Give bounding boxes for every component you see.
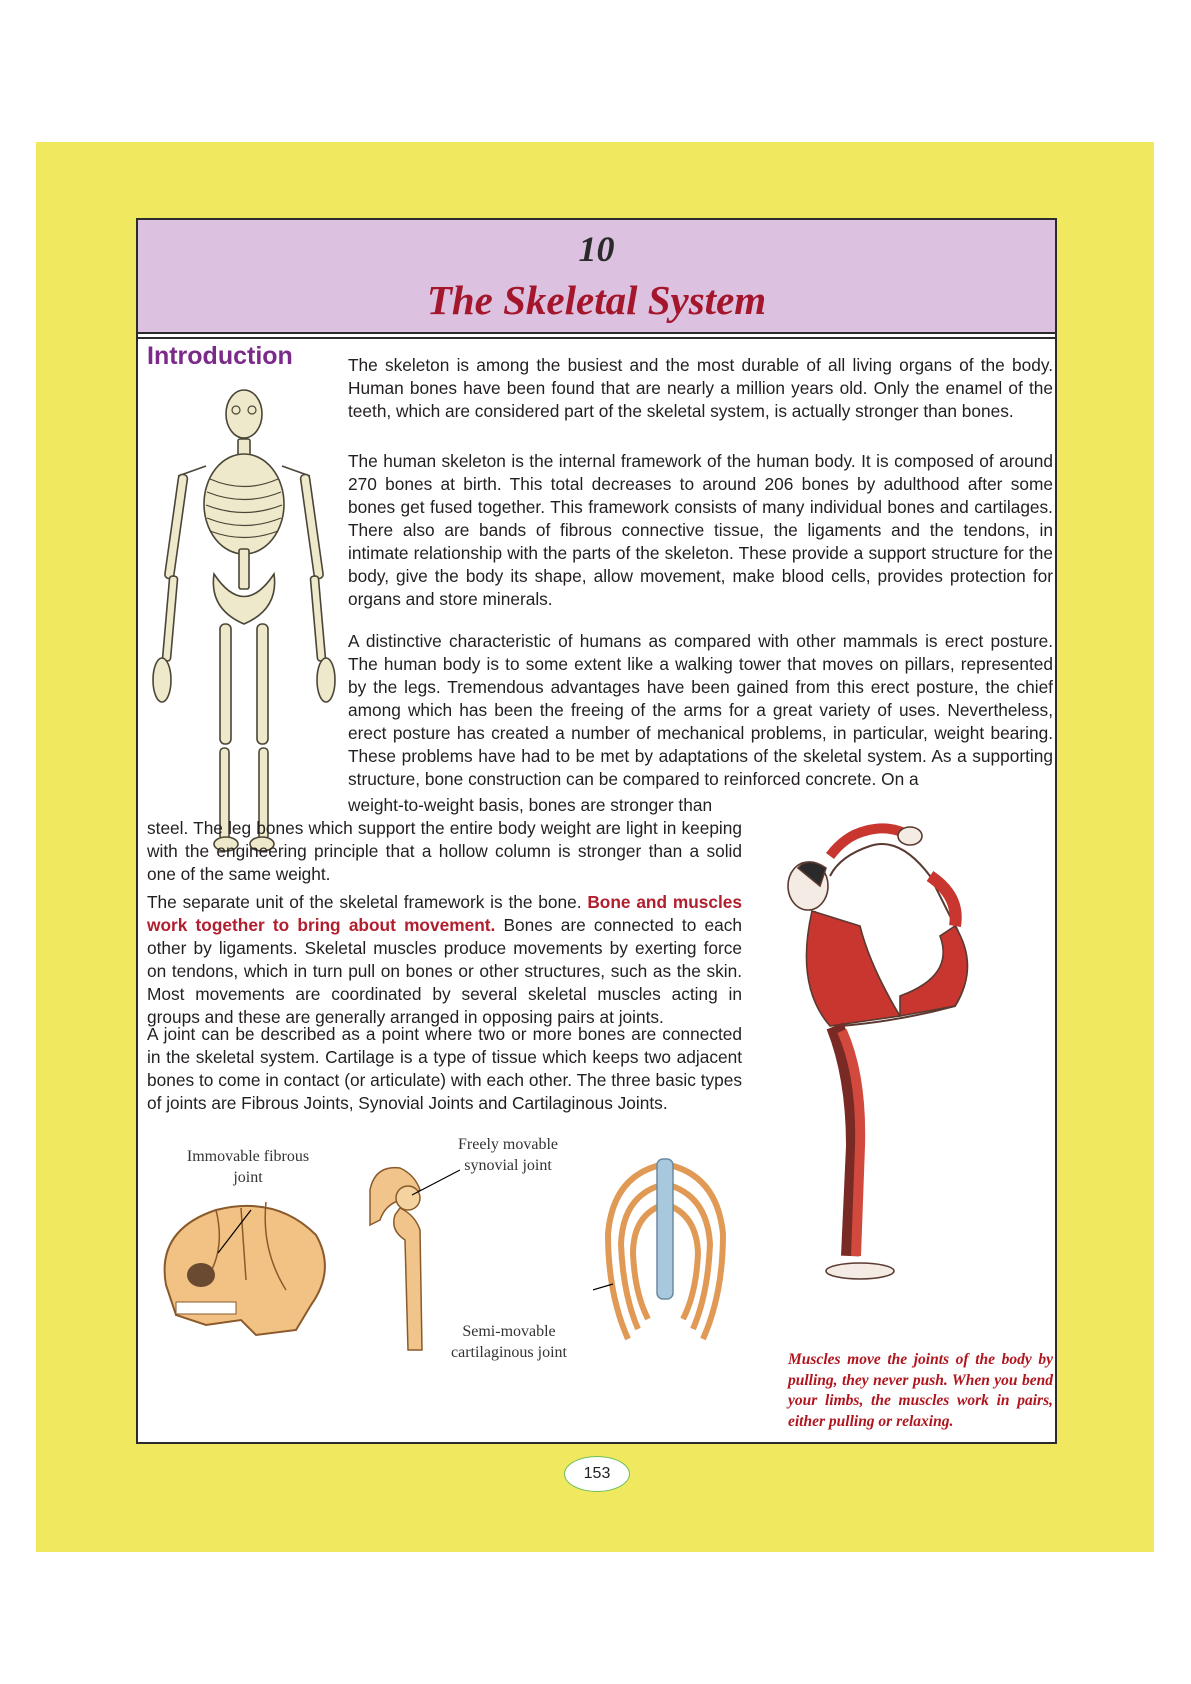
paragraph-3b: weight-to-weight basis, bones are stronger than bbox=[348, 795, 713, 815]
chapter-header bbox=[138, 220, 1055, 334]
paragraph-4 bbox=[147, 891, 742, 1029]
skull-illustration bbox=[146, 1190, 346, 1350]
ribcage-illustration bbox=[593, 1144, 738, 1354]
paragraph-1: The skeleton is among the busiest and the most durable of all living organs of the body. Human bones have been found that are nearly a million years old. Only the enamel of the teeth, which are considered part of the skeletal system, is actually stronger than bones. bbox=[348, 355, 1053, 421]
femur-hip-illustration bbox=[360, 1160, 460, 1360]
paragraph-4-end: Bones are connected to each other by ligaments. Skeletal muscles produce movements by exerting force on tendons, which in turn pull on bones or other structures, such as the skin. Most movements are coordinated by several skeletal muscles acting in groups and these are generally arranged in opposing pairs at joints. bbox=[147, 915, 742, 1027]
paragraph-3c: steel. The leg bones which support the entire body weight are light in keeping with the engineering principle that a hollow column is stronger than a solid one of the same weight. bbox=[147, 818, 742, 884]
label-synovial-joint: Freely movable synovial joint bbox=[458, 1136, 558, 1174]
paragraph-3a: A distinctive characteristic of humans as compared with other mammals is erect posture. The human body is to some extent like a walking tower that moves on pillars, represented by the legs. Tremendous advantages have been gained from this erect posture, the chief among which has been the freeing of the arms for a great variety of uses. Nevertheless, erect posture has created a number of mechanical problems, in particular, weight bearing. These problems have had to be met by adaptations of the skeletal system. As a supporting structure, bone construction can be compared to reinforced concrete. On a bbox=[348, 631, 1053, 789]
muscle-dancer-illustration bbox=[750, 816, 1010, 1286]
label-immovable-joint: Immovable fibrous joint bbox=[186, 1148, 310, 1186]
page-number: 153 bbox=[564, 1456, 630, 1492]
paragraph-5: A joint can be described as a point where two or more bones are connected in the skeletal system. Cartilage is a type of tissue which keeps two adjacent bones to come in contact (or articulate) with each other. The three basic types of joints are Fibrous Joints, Synovial Joints and Cartilaginous Joints. bbox=[147, 1024, 742, 1113]
content-frame bbox=[136, 218, 1057, 1444]
muscle-caption: Muscles move the joints of the body by pulling, they never push. When you bend your limbs, the muscles work in pairs, either pulling or relaxing. bbox=[788, 1351, 1053, 1430]
section-title: Introduction bbox=[147, 342, 293, 370]
skeleton-illustration bbox=[144, 384, 344, 854]
paragraph-2: The human skeleton is the internal framework of the human body. It is composed of around 270 bones at birth. This total decreases to around 206 bones by adulthood after some bones get fused together. This framework consists of many individual bones and cartilages. There also are bands of fibrous connective tissue, the ligaments and the tendons, in intimate relationship with the parts of the skeleton. These provide a support structure for the body, give the body its shape, allow movement, make blood cells, provides protection for organs and store minerals. bbox=[348, 451, 1053, 609]
chapter-title: The Skeletal System bbox=[426, 277, 767, 323]
paragraph-4-highlight: Bone and muscles work together to bring about movement. bbox=[147, 892, 743, 935]
chapter-number: 10 bbox=[578, 229, 615, 269]
label-cartilaginous-joint: Semi-movable cartilaginous joint bbox=[451, 1323, 567, 1361]
paragraph-4-start: The separate unit of the skeletal framework is the bone. bbox=[147, 892, 588, 912]
